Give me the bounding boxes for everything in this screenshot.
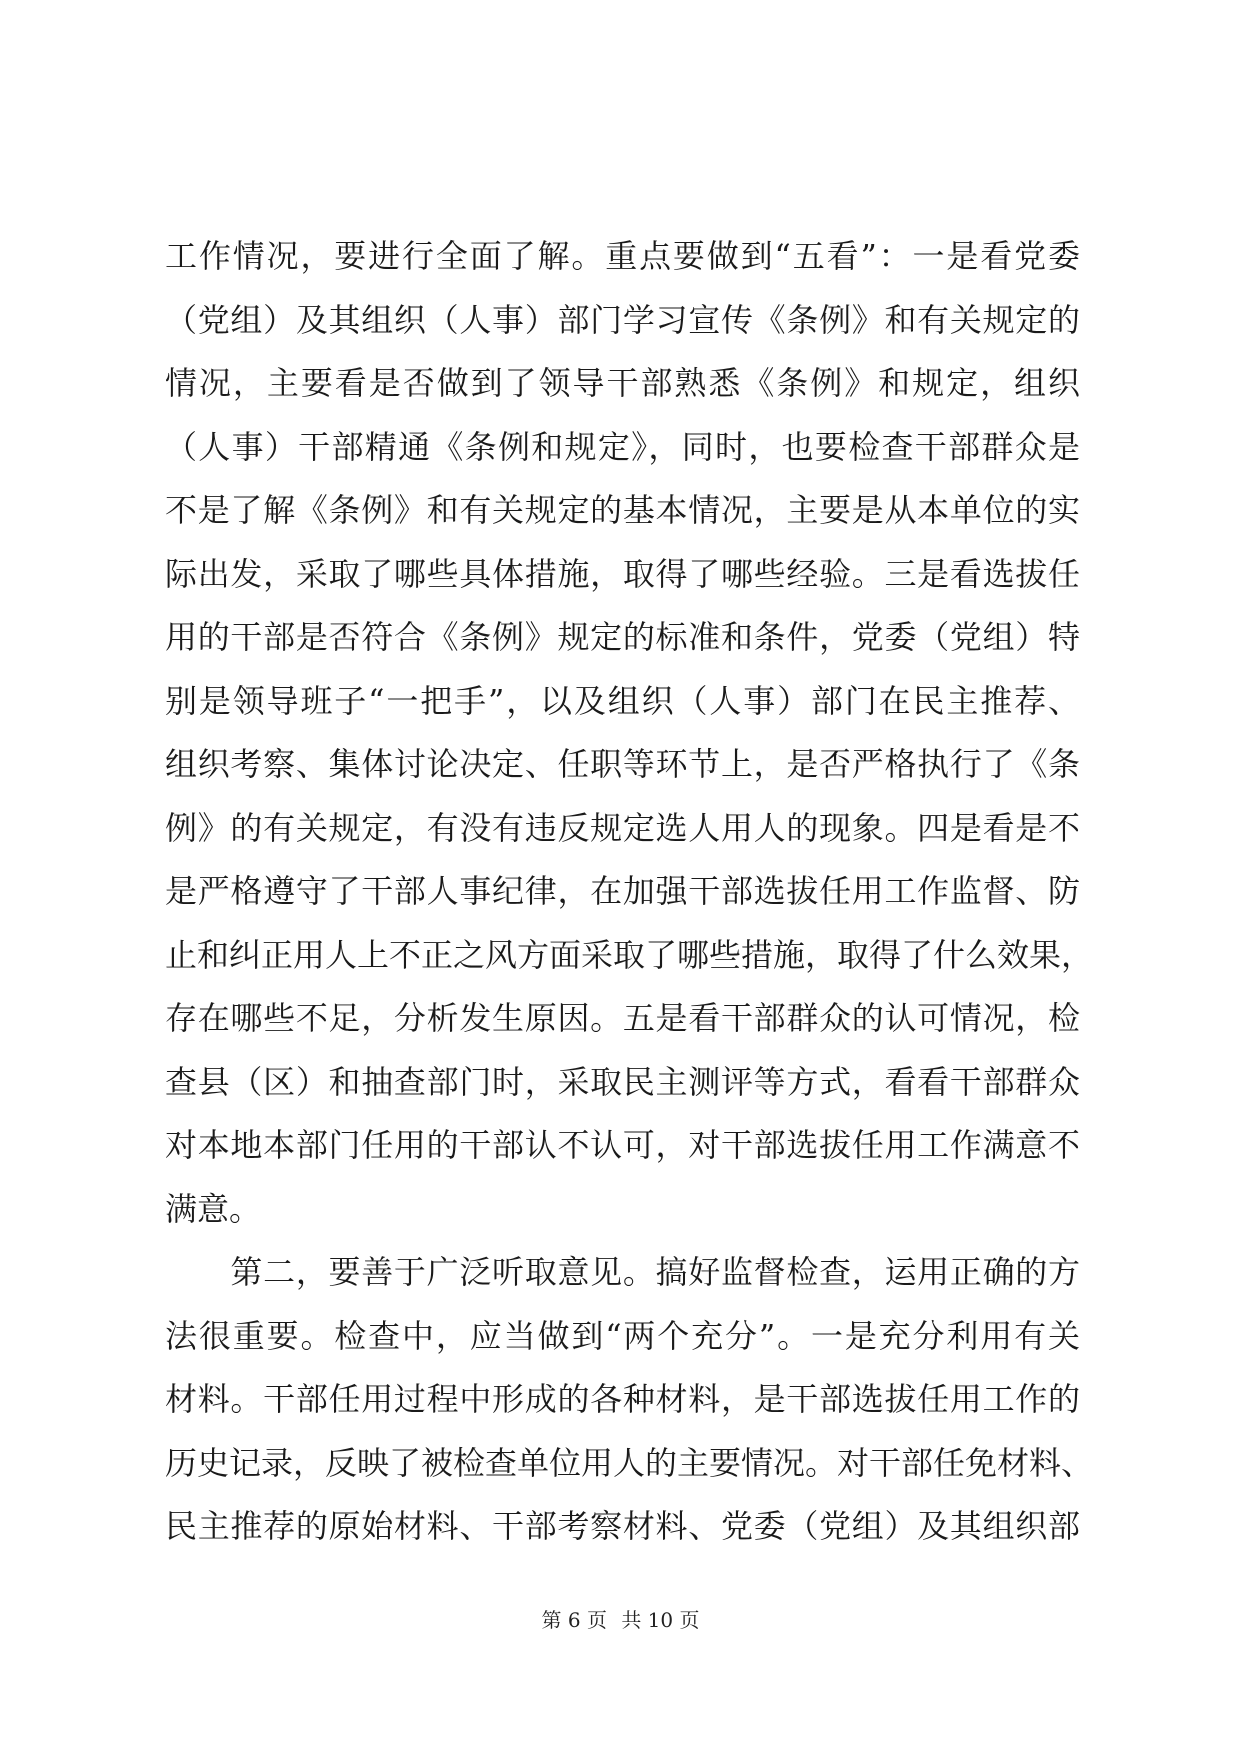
text-line: （人事）干部精通《条例和规定》，同时，也要检查干部群众是 [165,427,1080,466]
text-line: 对本地本部门任用的干部认不认可，对干部选拔任用工作满意不 [165,1126,1080,1164]
text-line: 满意。 [165,1189,262,1228]
text-line: 第二，要善于广泛听取意见。搞好监督检查，运用正确的方 [165,1253,1080,1291]
text-line: 情况，主要看是否做到了领导干部熟悉《条例》和规定，组织 [165,364,1080,402]
text-line: 组织考察、集体讨论决定、任职等环节上，是否严格执行了《条 [165,745,1080,783]
text-line: 工作情况，要进行全面了解。重点要做到“五看”：一是看党委 [165,237,1080,275]
text-line: 材料。干部任用过程中形成的各种材料，是干部选拔任用工作的 [165,1380,1080,1418]
text-line: 用的干部是否符合《条例》规定的标准和条件，党委（党组）特 [165,618,1080,656]
page-number: 第 6 页 [541,1608,607,1632]
text-line: 是严格遵守了干部人事纪律，在加强干部选拔任用工作监督、防 [165,872,1080,910]
text-line: 民主推荐的原始材料、干部考察材料、党委（党组）及其组织部 [165,1507,1080,1545]
text-line: （党组）及其组织（人事）部门学习宣传《条例》和有关规定的 [165,300,1080,339]
text-line: 存在哪些不足，分析发生原因。五是看干部群众的认可情况，检 [165,999,1080,1037]
body-text [165,225,1094,1559]
text-line: 际出发，采取了哪些具体措施，取得了哪些经验。三是看选拔任 [165,554,1080,593]
text-line: 历史记录，反映了被检查单位用人的主要情况。对干部任免材料、 [165,1443,1094,1482]
text-line: 法很重要。检查中，应当做到“两个充分”。一是充分利用有关 [165,1316,1080,1355]
text-line: 别是领导班子“一把手”，以及组织（人事）部门在民主推荐、 [165,681,1080,720]
page-footer [0,1604,1241,1633]
text-line: 查县（区）和抽查部门时，采取民主测评等方式，看看干部群众 [165,1062,1080,1101]
page-total: 共 10 页 [621,1608,700,1632]
text-line: 不是了解《条例》和有关规定的基本情况，主要是从本单位的实 [165,491,1080,529]
text-line: 例》的有关规定，有没有违反规定选人用人的现象。四是看是不 [165,808,1080,847]
text-line: 止和纠正用人上不正之风方面采取了哪些措施，取得了什么效果， [165,935,1094,974]
